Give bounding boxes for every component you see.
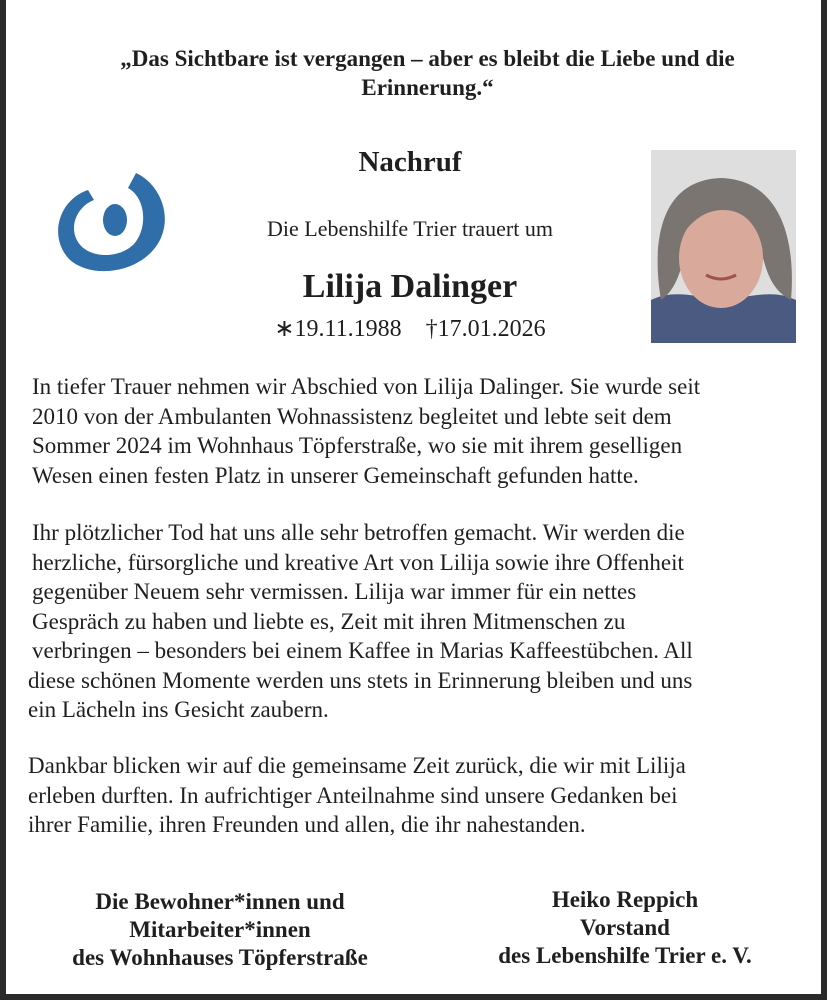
signature-line: Die Bewohner*innen und <box>95 889 345 914</box>
deceased-name: Lilija Dalinger <box>302 268 518 305</box>
quote-line: „Das Sichtbare ist vergangen – aber es bleibt die Liebe und die <box>120 46 735 71</box>
text-line: verbringen – besonders bei einem Kaffee in Marias Kaffeestübchen. All <box>32 638 693 663</box>
text-line: ein Lächeln ins Gesicht zaubern. <box>28 697 329 722</box>
quote-line: Erinnerung.“ <box>361 75 494 100</box>
paragraph-3 <box>28 751 686 840</box>
paragraph-1 <box>32 372 700 490</box>
paragraph-2 <box>28 518 693 725</box>
quote <box>40 44 815 102</box>
death-date: †17.01.2026 <box>425 316 546 342</box>
signature-right <box>460 886 790 970</box>
birth-date: ∗19.11.1988 <box>274 316 402 342</box>
life-dates <box>200 314 620 343</box>
text-line: 2010 von der Ambulanten Wohnassistenz begleitet und lebte seit dem <box>32 403 672 429</box>
signature-line: Vorstand <box>580 915 670 940</box>
lebenshilfe-logo <box>48 168 170 278</box>
text-line: herzliche, fürsorgliche und kreative Art von Lilija sowie ihre Offenheit <box>32 549 684 575</box>
text-line: Dankbar blicken wir auf die gemeinsame Zeit zurück, die wir mit Lilija <box>28 753 686 778</box>
portrait-photo <box>651 150 796 343</box>
signature-line: Mitarbeiter*innen <box>129 917 311 942</box>
signature-line: Heiko Reppich <box>551 887 699 912</box>
text-line: erleben durften. In aufrichtiger Anteilnahme sind unsere Gedanken bei <box>28 782 678 808</box>
text-line: Ihr plötzlicher Tod hat uns alle sehr betroffen gemacht. Wir werden die <box>32 520 685 545</box>
text-line: ihrer Familie, ihren Freunden und allen, die ihr nahestanden. <box>28 812 586 837</box>
intro-text: Die Lebenshilfe Trier trauert um <box>267 216 553 241</box>
signature-line: des Wohnhauses Töpferstraße <box>72 945 368 970</box>
text-line: Gespräch zu haben und liebte es, Zeit mit ihren Mitmenschen zu <box>32 608 626 634</box>
signature-left <box>40 888 400 972</box>
page-title: Nachruf <box>358 146 462 178</box>
text-line: gegenüber Neuem sehr vermissen. Lilija war immer für ein nettes <box>32 579 637 604</box>
signature-line: des Lebenshilfe Trier e. V. <box>498 943 752 968</box>
text-line: Sommer 2024 im Wohnhaus Töpferstraße, wo sie mit ihrem geselligen <box>32 433 683 458</box>
text-line: diese schönen Momente werden uns stets in Erinnerung bleiben und uns <box>28 667 693 693</box>
text-line: In tiefer Trauer nehmen wir Abschied von Lilija Dalinger. Sie wurde seit <box>32 374 701 399</box>
text-line: Wesen einen festen Platz in unserer Gemeinschaft gefunden hatte. <box>32 462 639 488</box>
